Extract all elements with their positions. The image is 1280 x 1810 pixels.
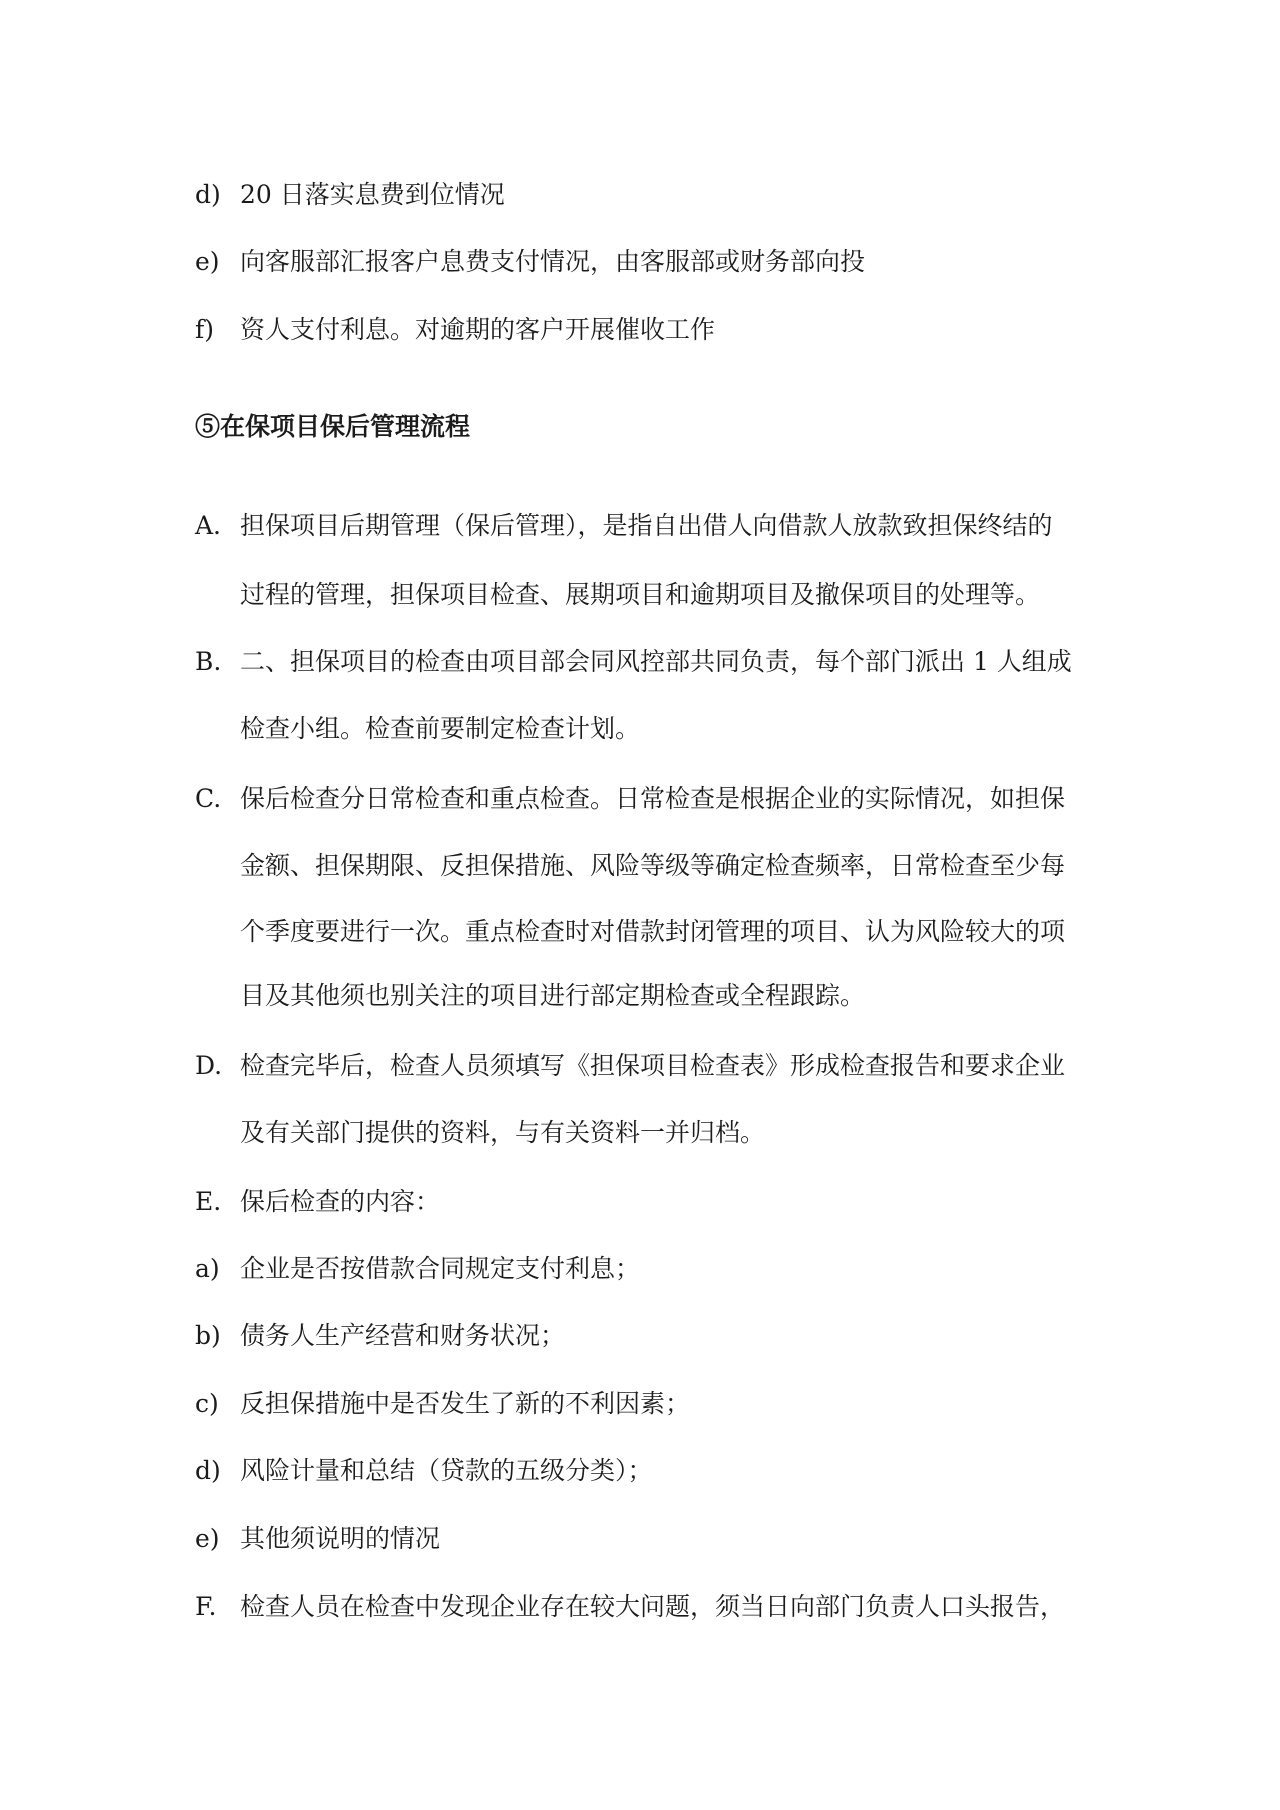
clause-line: 检查人员在检查中发现企业存在较大问题，须当日向部门负责人口头报告， [240, 1592, 1066, 1621]
list-item-label: e) [195, 247, 220, 276]
check-item-text: 反担保措施中是否发生了新的不利因素； [240, 1389, 691, 1418]
clause-b [0, 644, 1280, 680]
clause-line: 检查完毕后，检查人员须填写《担保项目检查表》形成检查报告和要求企业 [240, 1051, 1066, 1080]
list-item-text: 资人支付利息。对逾期的客户开展催收工作 [240, 315, 716, 344]
clause-d-continuation [0, 1115, 1280, 1151]
clause-a-continuation [0, 577, 1280, 613]
clause-d [0, 1048, 1280, 1084]
check-item-label: c) [195, 1389, 219, 1418]
list-item-text: 20 日落实息费到位情况 [240, 180, 505, 209]
clause-line: 个季度要进行一次。重点检查时对借款封闭管理的项目、认为风险较大的项 [240, 917, 1066, 946]
check-item-label: b) [195, 1321, 221, 1350]
check-item [0, 1386, 1280, 1422]
clause-label: D. [195, 1051, 223, 1080]
clause-line: 二、担保项目的检查由项目部会同风控部共同负责，每个部门派出 1 人组成 [240, 647, 1072, 676]
clause-c [0, 781, 1280, 817]
check-item [0, 1251, 1280, 1287]
clause-label: F. [195, 1592, 217, 1621]
check-item-text: 债务人生产经营和财务状况； [240, 1321, 566, 1350]
section-heading: ⑤在保项目保后管理流程 [195, 412, 471, 441]
check-item-text: 企业是否按借款合同规定支付利息； [240, 1254, 641, 1283]
clause-label: A. [195, 511, 222, 540]
list-item-label: d) [195, 180, 221, 209]
check-item [0, 1521, 1280, 1557]
clause-c-continuation [0, 848, 1280, 884]
section-heading-row [0, 409, 1280, 445]
clause-f [0, 1589, 1280, 1625]
clause-c-continuation [0, 978, 1280, 1014]
clause-line: 金额、担保期限、反担保措施、风险等级等确定检查频率，日常检查至少每 [240, 851, 1066, 880]
clause-line: 目及其他须也别关注的项目进行部定期检查或全程跟踪。 [240, 981, 866, 1010]
check-item-label: a) [195, 1254, 220, 1283]
list-item [0, 312, 1280, 348]
list-item [0, 244, 1280, 280]
clause-line: 及有关部门提供的资料，与有关资料一并归档。 [240, 1118, 766, 1147]
clause-c-continuation [0, 914, 1280, 950]
clause-e [0, 1184, 1280, 1220]
clause-b-continuation [0, 711, 1280, 747]
clause-label: E. [195, 1187, 222, 1216]
clause-label: C. [195, 784, 222, 813]
check-item-text: 风险计量和总结（贷款的五级分类）； [240, 1456, 653, 1485]
clause-label: B. [195, 647, 222, 676]
check-item [0, 1453, 1280, 1489]
list-item-text: 向客服部汇报客户息费支付情况，由客服部或财务部向投 [240, 247, 866, 276]
check-item-label: d) [195, 1456, 221, 1485]
clause-line: 过程的管理，担保项目检查、展期项目和逾期项目及撤保项目的处理等。 [240, 580, 1041, 609]
clause-line: 检查小组。检查前要制定检查计划。 [240, 714, 641, 743]
check-item-label: e) [195, 1524, 220, 1553]
clause-line: 保后检查的内容： [240, 1187, 441, 1216]
clause-line: 担保项目后期管理（保后管理），是指自出借人向借款人放款致担保终结的 [240, 511, 1053, 540]
list-item [0, 177, 1280, 213]
clause-a [0, 508, 1280, 544]
clause-line: 保后检查分日常检查和重点检查。日常检查是根据企业的实际情况，如担保 [240, 784, 1066, 813]
list-item-label: f) [195, 315, 215, 344]
check-item-text: 其他须说明的情况 [240, 1524, 441, 1553]
check-item [0, 1318, 1280, 1354]
